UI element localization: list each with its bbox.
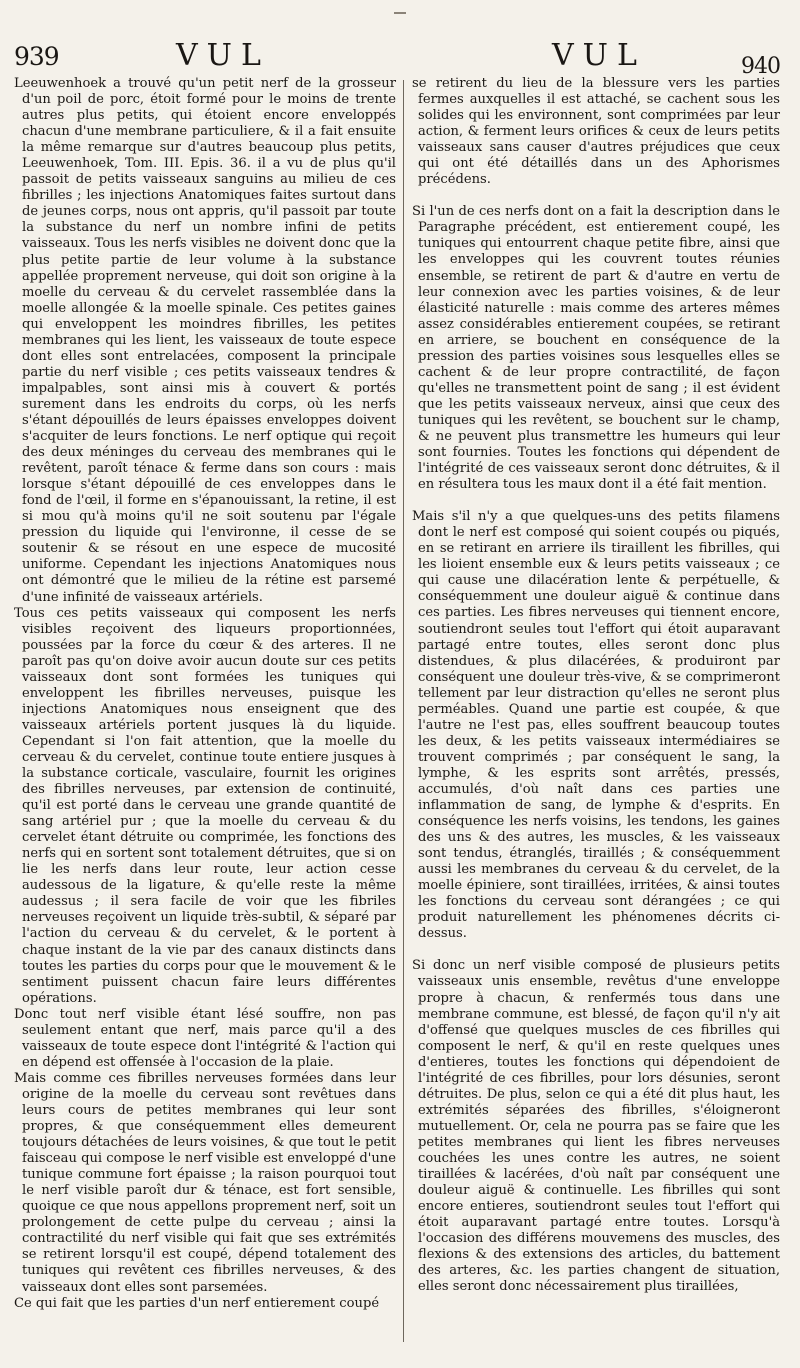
paragraph: Tous ces petits vaisseaux qui composent les nerfs visibles reçoivent des liqueurs proportionnées, poussées par la force du cœur & des arteres. Il ne paroît pas qu'on doive avoir aucun doute sur ces petits vaisseaux dont sont formées les tuniques qui enveloppent les fibrilles nerveuses, puisque les injections Anatomiques nous enseignent que des vaisseaux artériels portent jusques là du liquide. Cependant si l'on fait attention, que la moelle du cerveau & du cervelet, continue toute entiere jusques à la substance corticale, vasculaire, fournit les origines des fibrilles nerveuses, par extension de continuité, qu'il est porté dans le cerveau une grande quantité de sang artériel pur ; que la moelle du cerveau & du cervelet étant détruite ou comprimée, les fonctions des nerfs qui en sortent sont totalement détruites, que si on lie les nerfs dans leur route, leur action cesse audessous de la ligature, & qu'elle reste la même audessus ; il sera facile de voir que les fibriles nerveuses reçoivent un liquide très-subtil, & séparé par l'action du cerveau & du cervelet, & le portent à chaque instant de la vie par des canaux distincts dans toutes les parties du corps pour que le mouvement & le sentiment puissent chacun faire leurs différentes opérations. — [14, 605, 396, 1006]
column-divider — [403, 80, 404, 1342]
paragraph: Donc tout nerf visible étant lésé souffre, non pas seulement entant que nerf, mais parce qu'il a des vaisseaux de toute espece dont l'intégrité & l'action qui en dépend est offensée à l'occasion de la plaie. — [14, 1006, 396, 1070]
paragraph: Si donc un nerf visible composé de plusieurs petits vaisseaux unis ensemble, revêtus d'une enveloppe propre à chacun, & renfermés tous dans une membrane commune, est blessé, de façon qu'il n'y ait d'offensé que quelques muscles de ces fibrilles qui composent le nerf, & qu'il en reste quelques unes d'entieres, toutes les fonctions qui dépendoient de l'intégrité de ces fibrilles, pour lors désunies, seront détruites. De plus, selon ce qui a été dit plus haut, les extrémités séparées des fibrilles, s'éloigneront mutuellement. Or, cela ne pourra pas se faire que les petites membranes qui lient les fibres nerveuses couchées les unes contre les autres, ne soient tiraillées & lacérées, d'où naît par conséquent une douleur aiguë & continuelle. Les fibrilles qui sont encore entieres, soutiendront seules tout l'effort qui étoit auparavant partagé entre toutes. Lorsqu'à l'occasion des différens mouvemens des muscles, des flexions & des extensions des articles, du battement des arteres, &c. les parties changent de situation, elles seront donc nécessairement plus tiraillées, — [412, 958, 780, 1295]
running-head-right: VUL — [552, 38, 646, 73]
paragraph: Leeuwenhoek a trouvé qu'un petit nerf de la grosseur d'un poil de porc, étoit formé pour le moins de trente autres plus petits, qui étoient encore enveloppés chacun d'une membrane particuliere, & il a fait ensuite la même remarque sur d'autres beaucoup plus petits, Leeuwenhoek, Tom. III. Epis. 36. il a vu de plus qu'il passoit de petits vaisseaux sanguins au milieu de ces fibrilles ; les injections Anatomiques faites surtout dans de jeunes corps, nous ont appris, qu'il passoit par toute la substance du nerf un nombre infini de petits vaisseaux. Tous les nerfs visibles ne doivent donc que la plus petite partie de leur volume à la substance appellée proprement nerveuse, qui doit son origine à la moelle du cerveau & du cervelet rassemblée dans la moelle allongée & la moelle spinale. Ces petites gaines qui enveloppent les moindres fibrilles, les petites membranes qui les lient, les vaisseaux de toute espece dont elles sont entrelacées, composent la principale partie du nerf visible ; ces petits vaisseaux tendres & impalpables, sont ainsi mis à couvert & portés surement dans les endroits du corps, où les nerfs s'étant dépouillés de leurs épaisses enveloppes doivent s'acquiter de leurs fonctions. Le nerf optique qui reçoit des deux méninges du cerveau des membranes qui le revêtent, paroît ténace & ferme dans son cours : mais lorsque s'étant dépouillé de ces enveloppes dans le fond de l'œil, il forme en s'épanouissant, la retine, il est si mou qu'à moins qu'il ne soit soutenu par l'égale pression du liquide qui l'environne, il cesse de se soutenir & se résout en une espece de mucosité uniforme. Cependant les injections Anatomiques nous ont démontré que le milieu de la rétine est parsemé d'une infinité de vaisseaux artériels. — [14, 76, 396, 605]
paragraph: Mais s'il n'y a que quelques-uns des petits filamens dont le nerf est composé qui soient coupés ou piqués, en se retirant en arriere ils tiraillent les fibrilles, qui les lioient ensemble eux & leurs petits vaisseaux ; ce qui cause une dilacération lente & perpétuelle, & conséquemment une douleur aiguë & continue dans ces parties. Les fibres nerveuses qui tiennent encore, soutiendront seules tout l'effort qui étoit auparavant partagé entre toutes, elles seront donc plus distendues, & plus dilacérées, & produiront par conséquent une douleur très-vive, & se comprimeront tellement par leur distraction qu'elles ne seront plus perméables. Quand une partie est coupée, & que l'autre ne l'est pas, elles souffrent beaucoup toutes les deux, & les petits vaisseaux intermédiaires se trouvent comprimés ; par conséquent le sang, la lymphe, & les esprits sont arrêtés, pressés, accumulés, d'où naît dans ces parties une inflammation de sang, de lymphe & d'esprits. En conséquence les nerfs voisins, les tendons, les gaines des uns & des autres, les muscles, & les vaisseaux sont tendus, étranglés, tiraillés ; & conséquemment aussi les membranes du cerveau & du cervelet, de la moelle épiniere, sont tiraillées, irritées, & ainsi toutes les fonctions du cerveau sont dérangées ; ce qui produit naturellement les phénomenes décrits ci-dessus. — [412, 509, 780, 942]
page-number-right: 940 — [741, 54, 780, 79]
page-number-left: 939 — [14, 42, 59, 71]
top-mark — [394, 12, 406, 14]
paragraph: Ce qui fait que les parties d'un nerf entierement coupé — [14, 1295, 380, 1311]
paragraph: se retirent du lieu de la blessure vers les parties fermes auxquelles il est attaché, se cachent sous les solides qui les environnent, sont comprimées par leur action, & ferment leurs orifices & ceux de leurs petits vaisseaux sans causer d'autres préjudices que ceux qui ont été détaillés dans un des Aphorismes précédens. — [412, 76, 780, 188]
paragraph: Si l'un de ces nerfs dont on a fait la description dans le Paragraphe précédent, est entierement coupé, les tuniques qui entourrent chaque petite fibre, ainsi que les enveloppes qui les couvrent toutes réunies ensemble, se retirent de part & d'autre en vertu de leur connexion avec les parties voisines, & de leur élasticité naturelle : mais comme des arteres mêmes assez considérables entierement coupées, se retirant en arriere, se bouchent en conséquence de la pression des parties voisines sous lesquelles elles se cachent & de leur propre contractilité, de façon qu'elles ne transmettent point de sang ; il est évident que les petits vaisseaux nerveux, ainsi que ceux des tuniques qui les revêtent, se bouchent sur le champ, & ne peuvent plus transmettre les humeurs qui leur sont fournies. Toutes les fonctions qui dépendent de l'intégrité de ces vaisseaux seront donc détruites, & il en résultera tous les maux dont il a été fait mention. — [412, 204, 780, 493]
right-column — [412, 76, 780, 1295]
paragraph: Mais comme ces fibrilles nerveuses formées dans leur origine de la moelle du cerveau sont revêtues dans leurs cours de petites membranes qui leur sont propres, & que conséquemment elles demeurent toujours détachées de leurs voisines, & que tout le petit faisceau qui compose le nerf visible est enveloppé d'une tunique commune fort épaisse ; la raison pourquoi tout le nerf visible paroît dur & ténace, est fort sensible, quoique ce que nous appellons proprement nerf, soit un prolongement de cette pulpe du cerveau ; ainsi la contractilité du nerf visible qui fait que ses extrémités se retirent lorsqu'il est coupé, dépend totalement des tuniques qui revêtent ces fibrilles nerveuses, & des vaisseaux dont elles sont parsemées. — [14, 1070, 396, 1295]
running-head-left: VUL — [176, 38, 270, 73]
page-header — [0, 38, 800, 78]
left-column — [14, 76, 396, 1312]
